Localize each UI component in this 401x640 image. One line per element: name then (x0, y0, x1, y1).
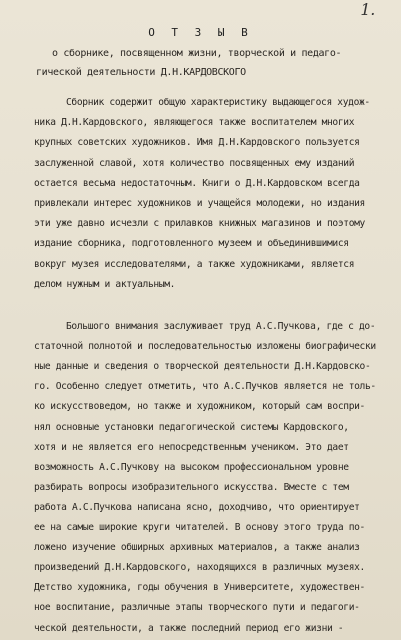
body-text-line: Сборник содержит общую характеристику выдающегося худож- (66, 97, 370, 108)
body-text-line: остается весьма недостаточным. Книги о Д.Н.Кардовском всегда (34, 178, 360, 189)
body-text-line: привлекали интерес художников и учащейся молодежи, но издания (34, 198, 365, 209)
body-text-line: го. Особенно следует отметить, что А.С.Пучков является не толь- (34, 381, 376, 392)
body-text-line: ное воспитание, различные этапы творческого пути и педагоги- (34, 602, 360, 613)
body-text-line: нял основные установки педагогической системы Кардовского, (34, 422, 349, 433)
body-text-line: ные данные и сведения о творческой деятельности Д.Н.Кардовско- (34, 361, 371, 372)
body-text-line: ко искусствоведом, но также и художником, который сам воспри- (34, 401, 365, 412)
body-text-line: ческой деятельности, а также последний период его жизни - (34, 623, 344, 634)
body-text-line: издание сборника, подготовленного музеем и объединившимися (34, 238, 349, 249)
page-number: 1. (360, 0, 375, 19)
body-text-line: Большого внимания заслуживает труд А.С.Пучкова, где с до- (66, 321, 376, 332)
body-text-line: хотя и не является его непосредственным учеником. Это дает (34, 442, 349, 453)
subtitle-line: гической деятельности Д.Н.КАРДОВСКОГО (36, 67, 246, 78)
body-text-line: заслуженной славой, хотя количество посвященных ему изданий (34, 158, 355, 169)
body-text-line: возможность А.С.Пучкову на высоком профессиональном уровне (34, 462, 349, 473)
body-text-line: произведений Д.Н.Кардовского, находящихся в различных музеях. (34, 562, 365, 573)
body-text-line: ее на самые широкие круги читателей. В основу этого труда по- (34, 522, 365, 533)
body-text-line: крупных советских художников. Имя Д.Н.Кардовского пользуется (34, 137, 360, 148)
body-text-line: вокруг музея исследователями, а также художниками, является (34, 259, 355, 270)
body-text-line: ложено изучение обширных архивных материалов, а также анализ (34, 542, 360, 553)
body-text-line: статочной полнотой и последовательностью изложены биографически (34, 341, 376, 352)
body-text-line: ника Д.Н.Кардовского, являющегося также воспитателем многих (34, 117, 355, 128)
body-text-line: работа А.С.Пучкова написана ясно, доходчиво, что ориентирует (34, 502, 360, 513)
body-text-line: Детство художника, годы обучения в Университете, художествен- (34, 582, 365, 593)
document-title: О Т З Ы В (148, 26, 253, 39)
body-text-line: делом нужным и актуальным. (34, 279, 176, 290)
body-text-line: разбирать вопросы изобразительного искусства. Вместе с тем (34, 482, 349, 493)
subtitle-line: о сборнике, посвященном жизни, творческой и педаго- (52, 48, 342, 59)
body-text-line: эти уже давно исчезли с прилавков книжных магазинов и поэтому (34, 218, 365, 229)
